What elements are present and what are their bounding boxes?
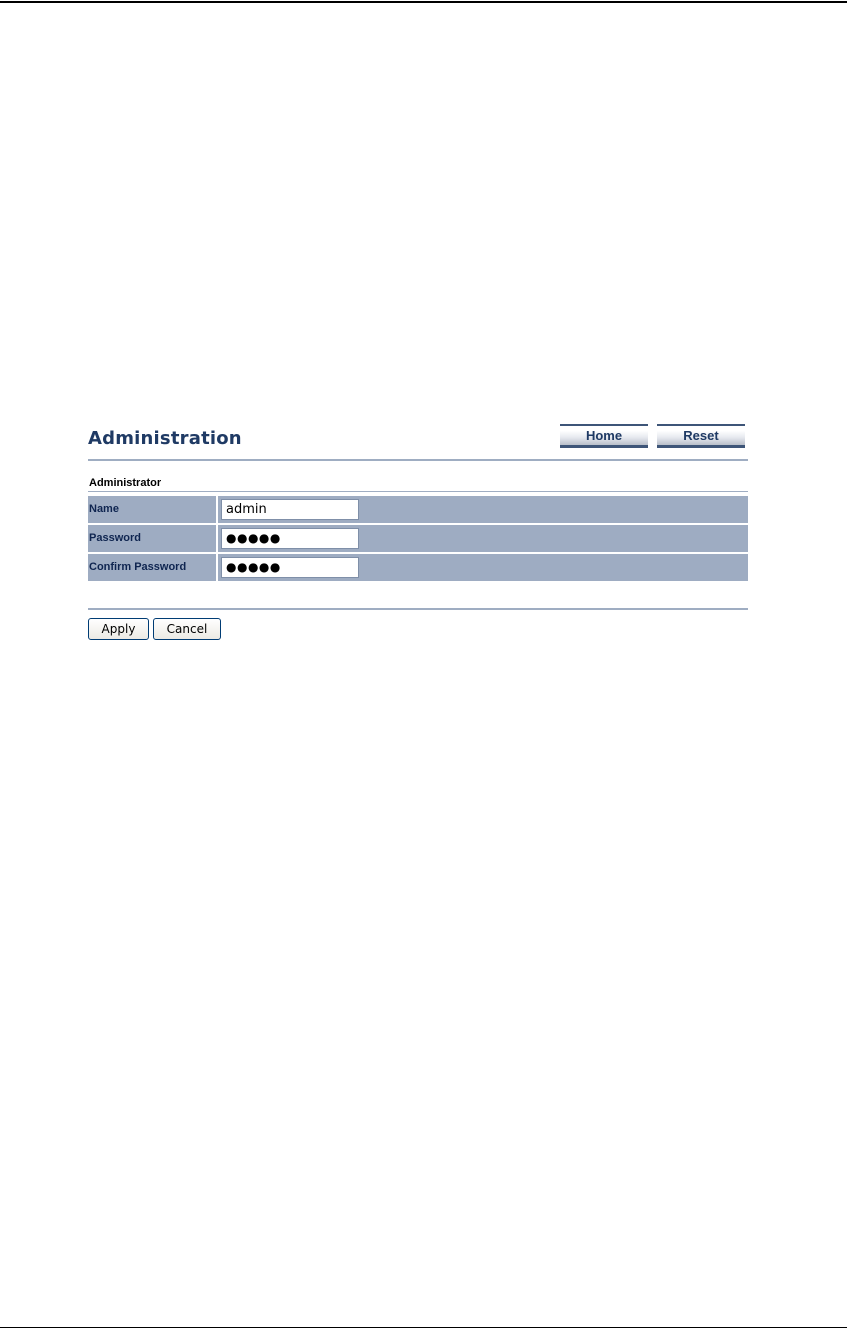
reset-button[interactable]: Reset xyxy=(657,424,745,448)
confirm-password-label: Confirm Password xyxy=(88,554,218,581)
home-button[interactable]: Home xyxy=(560,424,648,448)
form-row-name xyxy=(88,496,748,523)
section-title: Administrator xyxy=(89,477,162,489)
title-divider xyxy=(88,459,748,461)
section-divider xyxy=(88,491,748,492)
apply-button[interactable]: Apply xyxy=(88,618,149,640)
password-input[interactable]: ●●●●● xyxy=(221,528,359,549)
name-input[interactable]: admin xyxy=(221,499,359,520)
page-bottom-rule xyxy=(0,1327,847,1328)
administrator-form xyxy=(88,496,748,583)
name-label: Name xyxy=(88,496,218,523)
password-label: Password xyxy=(88,525,218,552)
cancel-button[interactable]: Cancel xyxy=(153,618,221,640)
form-bottom-divider xyxy=(88,608,748,610)
form-row-confirm-password xyxy=(88,554,748,581)
page-top-rule xyxy=(0,1,847,3)
form-row-password xyxy=(88,525,748,552)
confirm-password-input[interactable]: ●●●●● xyxy=(221,557,359,578)
page-title: Administration xyxy=(88,428,242,449)
